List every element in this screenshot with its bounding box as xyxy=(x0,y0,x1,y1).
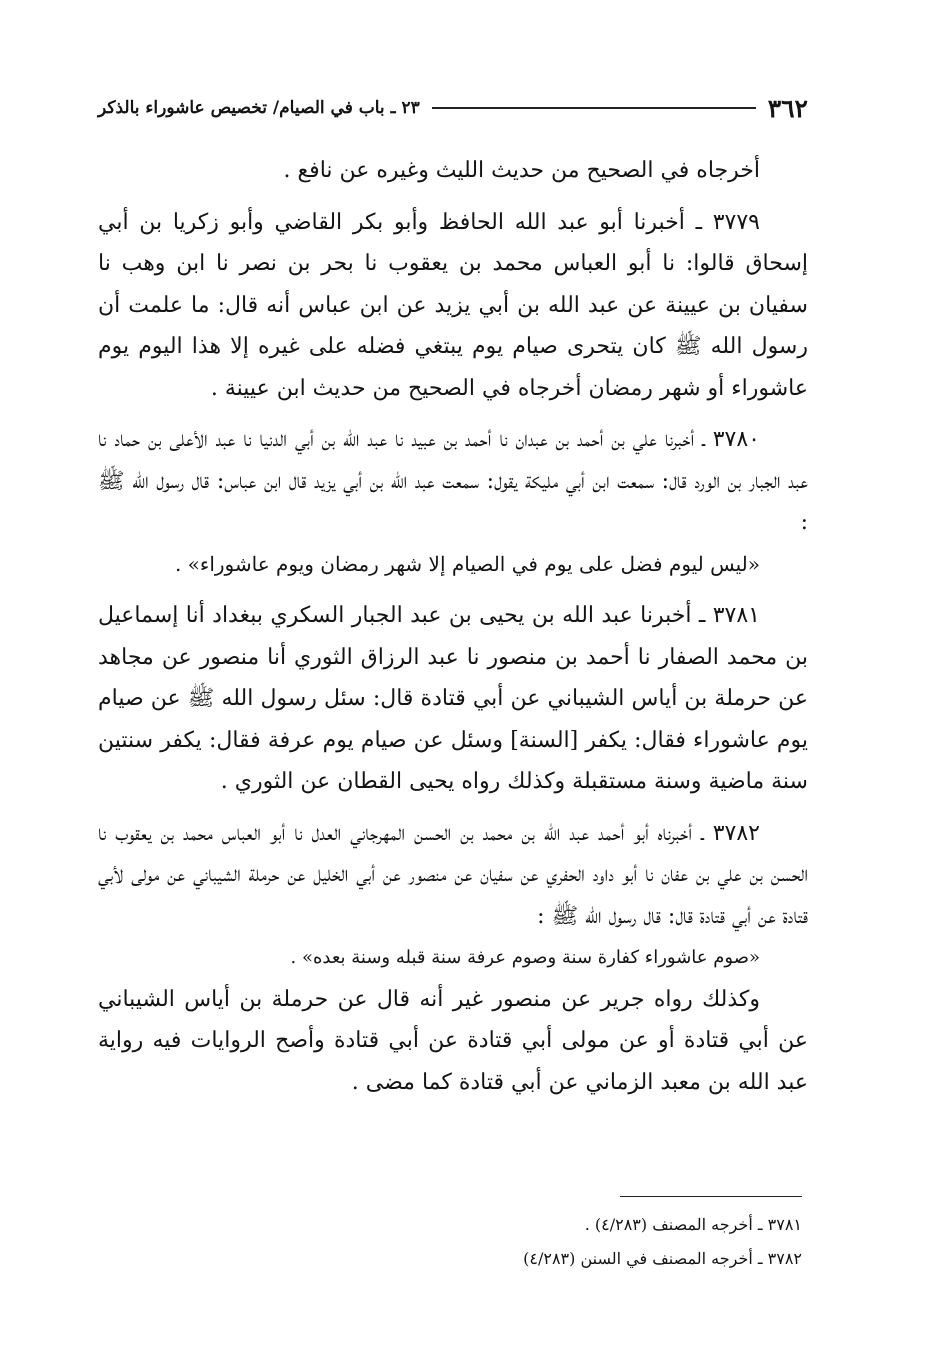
header-rule xyxy=(432,107,756,109)
hadith-3782-quote: «صوم عاشوراء كفارة سنة وصوم عرفة سنة قبله وسنة بعده» . xyxy=(290,947,760,968)
running-title: ٢٣ ـ باب في الصيام/ تخصيص عاشوراء بالذكر xyxy=(98,98,420,118)
footnote-3782: ٣٧٨٢ ـ أخرجه المصنف في السنن (٤/٢٨٣) xyxy=(523,1249,802,1268)
page-number: ٣٦٢ xyxy=(767,93,808,123)
footnote-3781: ٣٧٨١ ـ أخرجه المصنف (٤/٢٨٣) . xyxy=(584,1215,802,1234)
closing-paragraph: وكذلك رواه جرير عن منصور غير أنه قال عن حرملة بن أياس الشيباني عن أبي قتادة أو عن مولى أبي قتادة عن أبي قتادة وأصح الروايات فيه رواية عبد الله بن معبد الزماني عن أبي قتادة كما مضى . xyxy=(98,986,808,1095)
hadith-3779: ٣٧٧٩ ـ أخبرنا أبو عبد الله الحافظ وأبو بكر القاضي وأبو زكريا بن أبي إسحاق قالوا: نا أبو العباس محمد بن يعقوب نا بحر بن نصر نا ابن وهب نا سفيان بن عيينة عن عبد الله بن أبي يزيد عن ابن عباس أنه قال: ما علمت أن رسول الله ﷺ كان يتحرى صيام يوم يبتغي فضله على غيره إلا هذا اليوم يوم عاشوراء أو شهر رمضان أخرجاه في الصحيح من حديث ابن عيينة . xyxy=(98,209,808,401)
hadith-3780: ٣٧٨٠ ـ أخبرنا علي بن أحمد بن عبدان نا أحمد بن عبيد نا عبد الله بن أبي الدنيا نا عبد الأعلى بن حماد نا عبد الجبار بن الورد قال: سمعت ابن أبي مليكة يقول: سمعت عبد الله بن أبي يزيد قال ابن عباس: قال رسول الله ﷺ : xyxy=(98,427,808,535)
footnotes xyxy=(400,1208,802,1276)
hadith-3781: ٣٧٨١ ـ أخبرنا عبد الله بن يحيى بن عبد الجبار السكري ببغداد أنا إسماعيل بن محمد الصفار نا أحمد بن منصور نا عبد الرزاق الثوري أنا منصور عن مجاهد عن حرملة بن أياس الشيباني عن أبي قتادة قال: سئل رسول الله ﷺ عن صيام يوم عاشوراء فقال: يكفر [السنة] وسئل عن صيام يوم عرفة فقال: يكفر سنتين سنة ماضية وسنة مستقبلة وكذلك رواه يحيى القطان عن الثوري . xyxy=(98,603,808,794)
footnote-rule xyxy=(620,1196,802,1197)
hadith-3780-quote: «ليس ليوم فضل على يوم في الصيام إلا شهر رمضان ويوم عاشوراء» . xyxy=(174,551,760,576)
paragraph-continuation: أخرجاه في الصحيح من حديث الليث وغيره عن نافع . xyxy=(283,158,760,183)
page-header xyxy=(98,88,808,128)
hadith-3782: ٣٧٨٢ ـ أخبرناه أبو أحمد عبد الله بن محمد بن الحسن المهرجاني العدل نا أبو العباس محمد بن يعقوب نا الحسن بن علي بن عفان نا أبو داود الحفري عن سفيان عن منصور عن أبي الخليل عن حرملة الشيباني عن مولى لأبي قتادة عن أبي قتادة قال: قال رسول الله ﷺ : xyxy=(98,820,808,929)
main-text xyxy=(98,150,808,1103)
